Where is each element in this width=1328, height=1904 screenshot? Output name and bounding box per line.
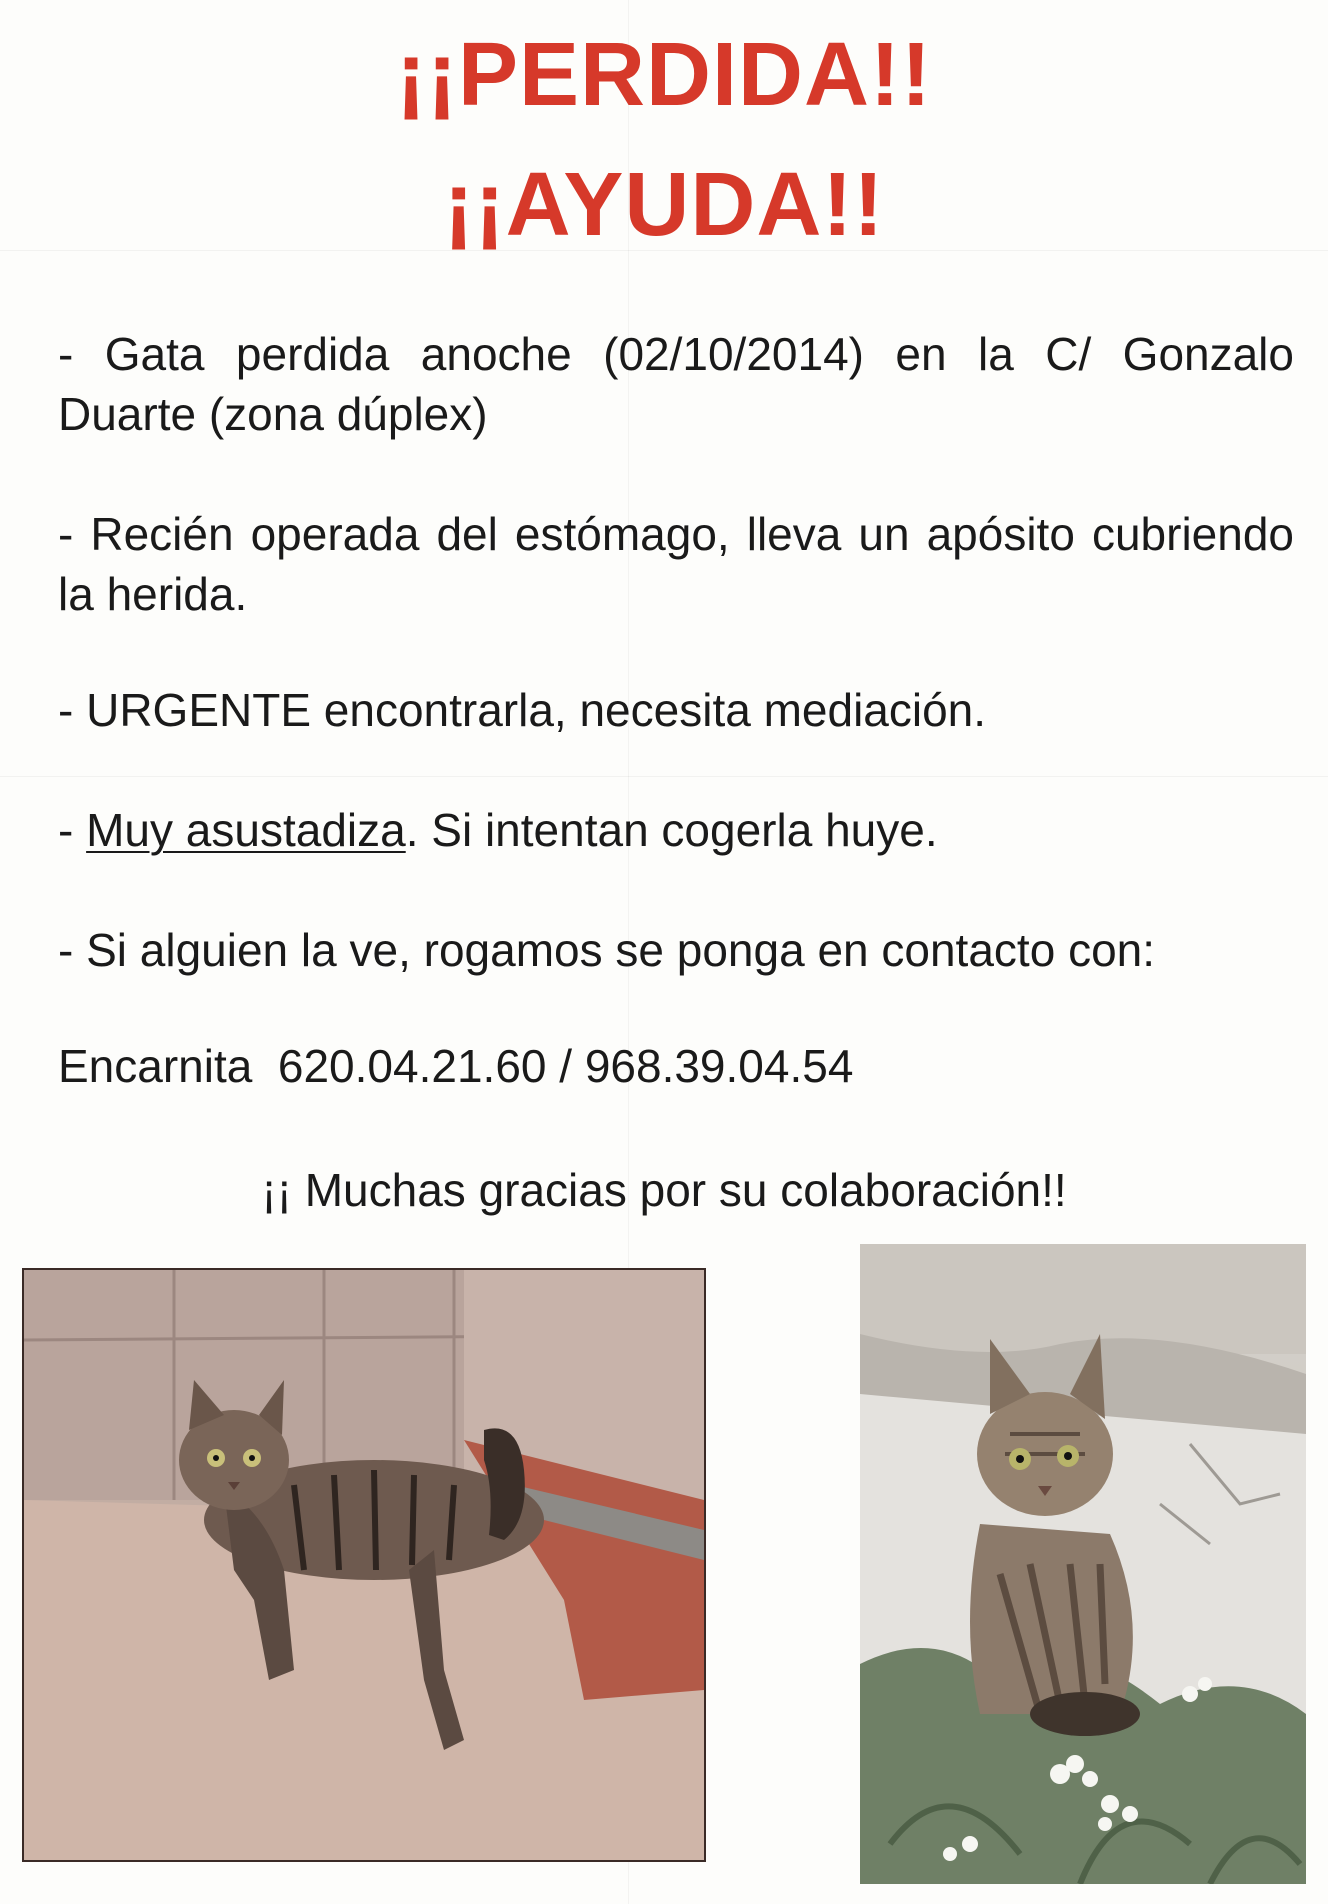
paragraph-urgent: - URGENTE encontrarla, necesita mediación. xyxy=(58,684,987,736)
paragraph-surgery-info: - Recién operada del estómago, lleva un apósito cubriendo la herida. xyxy=(58,508,1294,620)
title-perdida: ¡¡PERDIDA!! xyxy=(396,25,932,125)
shy-rest: . Si intentan cogerla huye. xyxy=(405,804,938,856)
cat-photo-standing xyxy=(22,1268,706,1862)
thanks-line: ¡¡ Muchas gracias por su colaboración!! xyxy=(261,1164,1067,1216)
paragraph-shy xyxy=(58,800,1294,860)
paper-fold xyxy=(0,776,1328,777)
paragraph-contact-request: - Si alguien la ve, rogamos se ponga en contacto con: xyxy=(58,924,1156,976)
paragraph-lost-info: - Gata perdida anoche (02/10/2014) en la C/ Gonzalo Duarte (zona dúplex) xyxy=(58,328,1294,440)
shy-prefix: - xyxy=(58,804,87,856)
shy-underlined: Muy asustadiza xyxy=(86,804,406,856)
cat-photo-sitting xyxy=(860,1244,1306,1884)
contact-phones: Encarnita 620.04.21.60 / 968.39.04.54 xyxy=(58,1040,854,1092)
title-ayuda: ¡¡AYUDA!! xyxy=(443,155,885,255)
